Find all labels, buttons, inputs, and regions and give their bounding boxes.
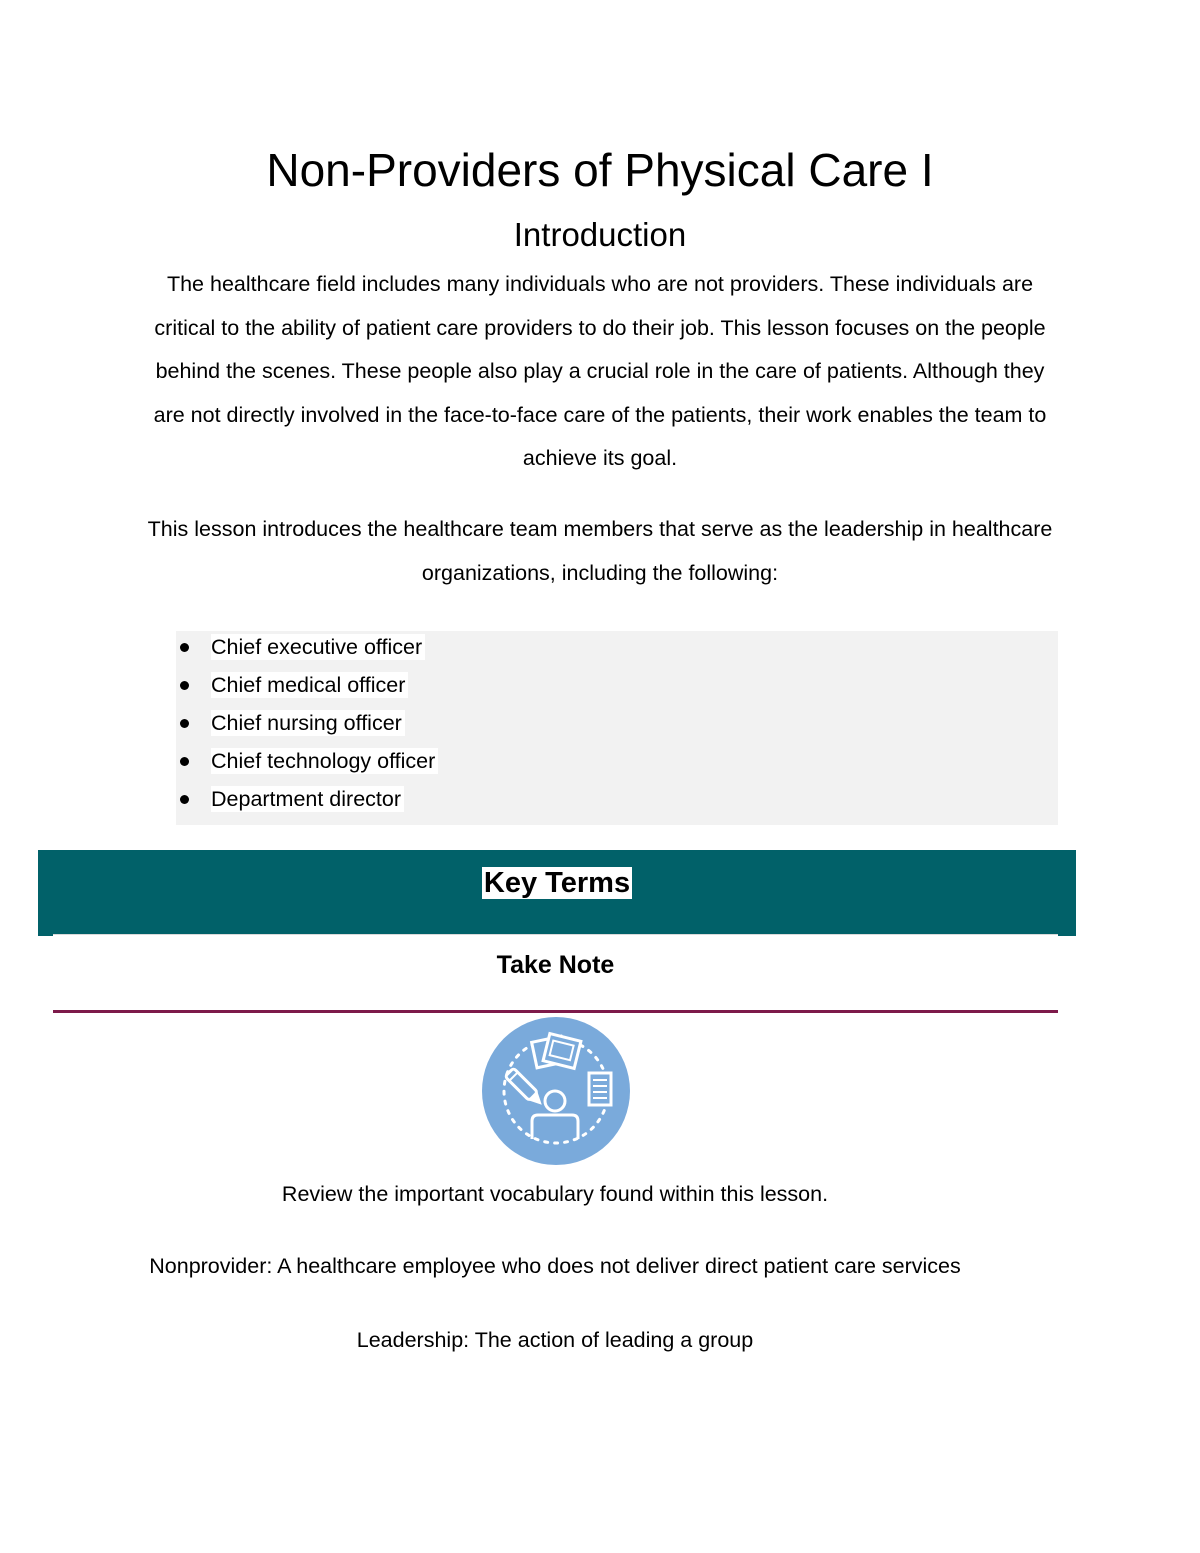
- bullet-icon: [180, 795, 189, 804]
- role-label: Chief medical officer: [211, 672, 408, 698]
- page-title: Non-Providers of Physical Care I: [266, 144, 934, 196]
- list-item: [176, 704, 438, 742]
- list-item: [176, 628, 438, 666]
- vocabulary-study-icon: [482, 1017, 630, 1165]
- list-item: [176, 742, 438, 780]
- section-heading-introduction: Introduction: [513, 216, 687, 253]
- bullet-icon: [180, 681, 189, 690]
- leadership-roles-list: [176, 628, 438, 818]
- bullet-icon: [180, 757, 189, 766]
- take-note-heading: Take Note: [496, 951, 615, 979]
- section-divider: [53, 1010, 1058, 1013]
- list-item: [176, 666, 438, 704]
- role-label: Department director: [211, 786, 404, 812]
- bullet-icon: [180, 643, 189, 652]
- role-label: Chief nursing officer: [211, 710, 405, 736]
- intro-paragraph: The healthcare field includes many individuals who are not providers. These individuals are critical to the ability of patient care providers to do their job. This lesson focuses on the people behind the scenes. These people also play a crucial role in the care of patients. Although they are not directly involved in the face-to-face care of the patients, their work enables the team to achieve its goal.: [153, 272, 1047, 471]
- key-terms-heading: [38, 866, 1076, 900]
- term-definition-nonprovider: Nonprovider: A healthcare employee who does not deliver direct patient care services: [149, 1254, 961, 1278]
- key-terms-banner: [38, 850, 1076, 936]
- bullet-icon: [180, 719, 189, 728]
- list-item: [176, 780, 438, 818]
- role-label: Chief technology officer: [211, 748, 438, 774]
- key-terms-label: Key Terms: [483, 867, 631, 899]
- take-note-panel: [53, 934, 1058, 1015]
- term-definition-leadership: Leadership: The action of leading a group: [356, 1328, 754, 1352]
- review-instruction: Review the important vocabulary found within this lesson.: [281, 1182, 829, 1206]
- leadership-paragraph: This lesson introduces the healthcare team members that serve as the leadership in healthcare organizations, including the following:: [147, 517, 1053, 585]
- role-label: Chief executive officer: [211, 634, 425, 660]
